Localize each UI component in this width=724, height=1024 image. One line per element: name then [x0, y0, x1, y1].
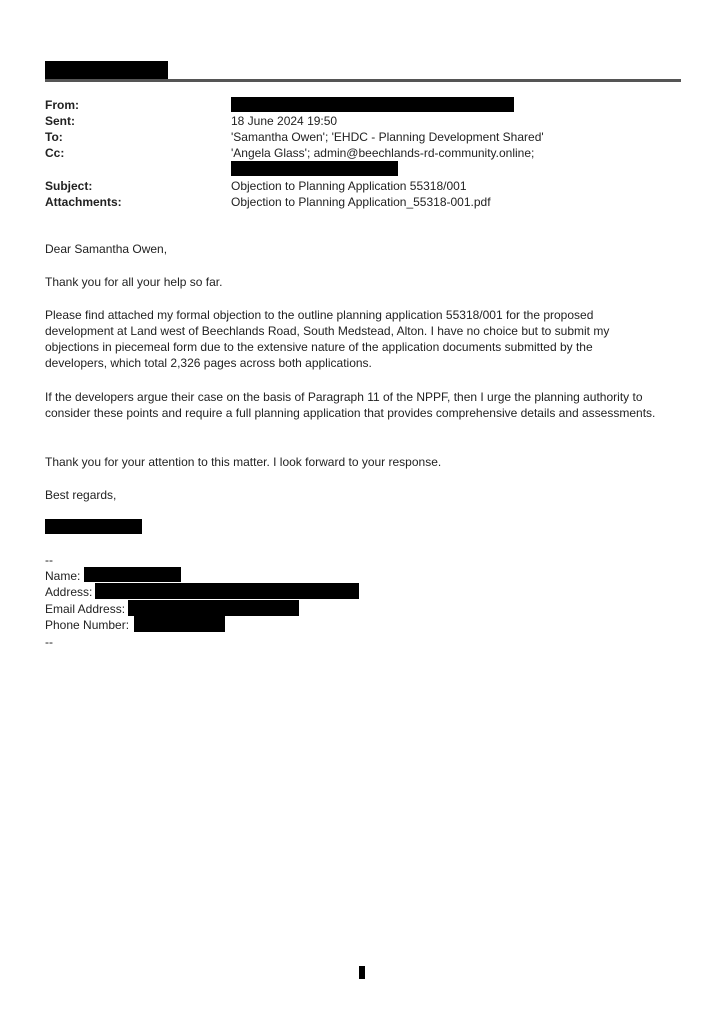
- attachments-value[interactable]: Objection to Planning Application_55318-001.pdf: [231, 195, 491, 209]
- sent-value: 18 June 2024 19:50: [231, 114, 338, 128]
- signature-name-label: Name:: [45, 569, 81, 583]
- redacted-page-number: [359, 966, 365, 979]
- redacted-sender-banner: [45, 61, 168, 79]
- redacted-signature-email: [128, 600, 299, 616]
- redacted-signature-address: [95, 583, 359, 599]
- paragraph-closing-thanks: Thank you for your attention to this matter. I look forward to your response.: [45, 455, 442, 469]
- paragraph-objection-line: development at Land west of Beechlands Road, South Medstead, Alton. I have no choice but to submit my: [45, 324, 610, 338]
- subject-label: Subject:: [45, 179, 93, 193]
- attachments-label: Attachments:: [45, 195, 122, 209]
- sent-label: Sent:: [45, 114, 75, 128]
- cc-value: 'Angela Glass'; admin@beechlands-rd-community.online;: [231, 146, 535, 160]
- paragraph-objection-line: developers, which total 2,326 pages across both applications.: [45, 356, 372, 370]
- redacted-signature-name: [84, 567, 181, 582]
- paragraph-objection-line: objections in piecemeal form due to the extensive nature of the application documents submitted by the: [45, 340, 593, 354]
- header-rule: [45, 79, 681, 82]
- signature-phone-label: Phone Number:: [45, 618, 130, 632]
- cc-label: Cc:: [45, 146, 65, 160]
- sign-off: Best regards,: [45, 488, 117, 502]
- paragraph-nppf-line: consider these points and require a full planning application that provides comprehensive details and assessments.: [45, 406, 656, 420]
- from-label: From:: [45, 98, 79, 112]
- redacted-sender-name: [45, 519, 142, 534]
- redacted-from-value: [231, 97, 514, 112]
- greeting: Dear Samantha Owen,: [45, 242, 168, 256]
- redacted-signature-phone: [134, 616, 225, 632]
- to-label: To:: [45, 130, 63, 144]
- paragraph-objection-line: Please find attached my formal objection to the outline planning application 55318/001 for the proposed: [45, 308, 594, 322]
- signature-email-label: Email Address:: [45, 602, 126, 616]
- redacted-cc-value: [231, 161, 398, 176]
- signature-separator-top: --: [45, 553, 53, 567]
- signature-separator-bottom: --: [45, 635, 53, 649]
- to-value: 'Samantha Owen'; 'EHDC - Planning Development Shared': [231, 130, 544, 144]
- subject-value: Objection to Planning Application 55318/001: [231, 179, 467, 193]
- paragraph-nppf-line: If the developers argue their case on the basis of Paragraph 11 of the NPPF, then I urge the planning authority to: [45, 390, 643, 404]
- signature-address-label: Address:: [45, 585, 93, 599]
- paragraph-thanks: Thank you for all your help so far.: [45, 275, 223, 289]
